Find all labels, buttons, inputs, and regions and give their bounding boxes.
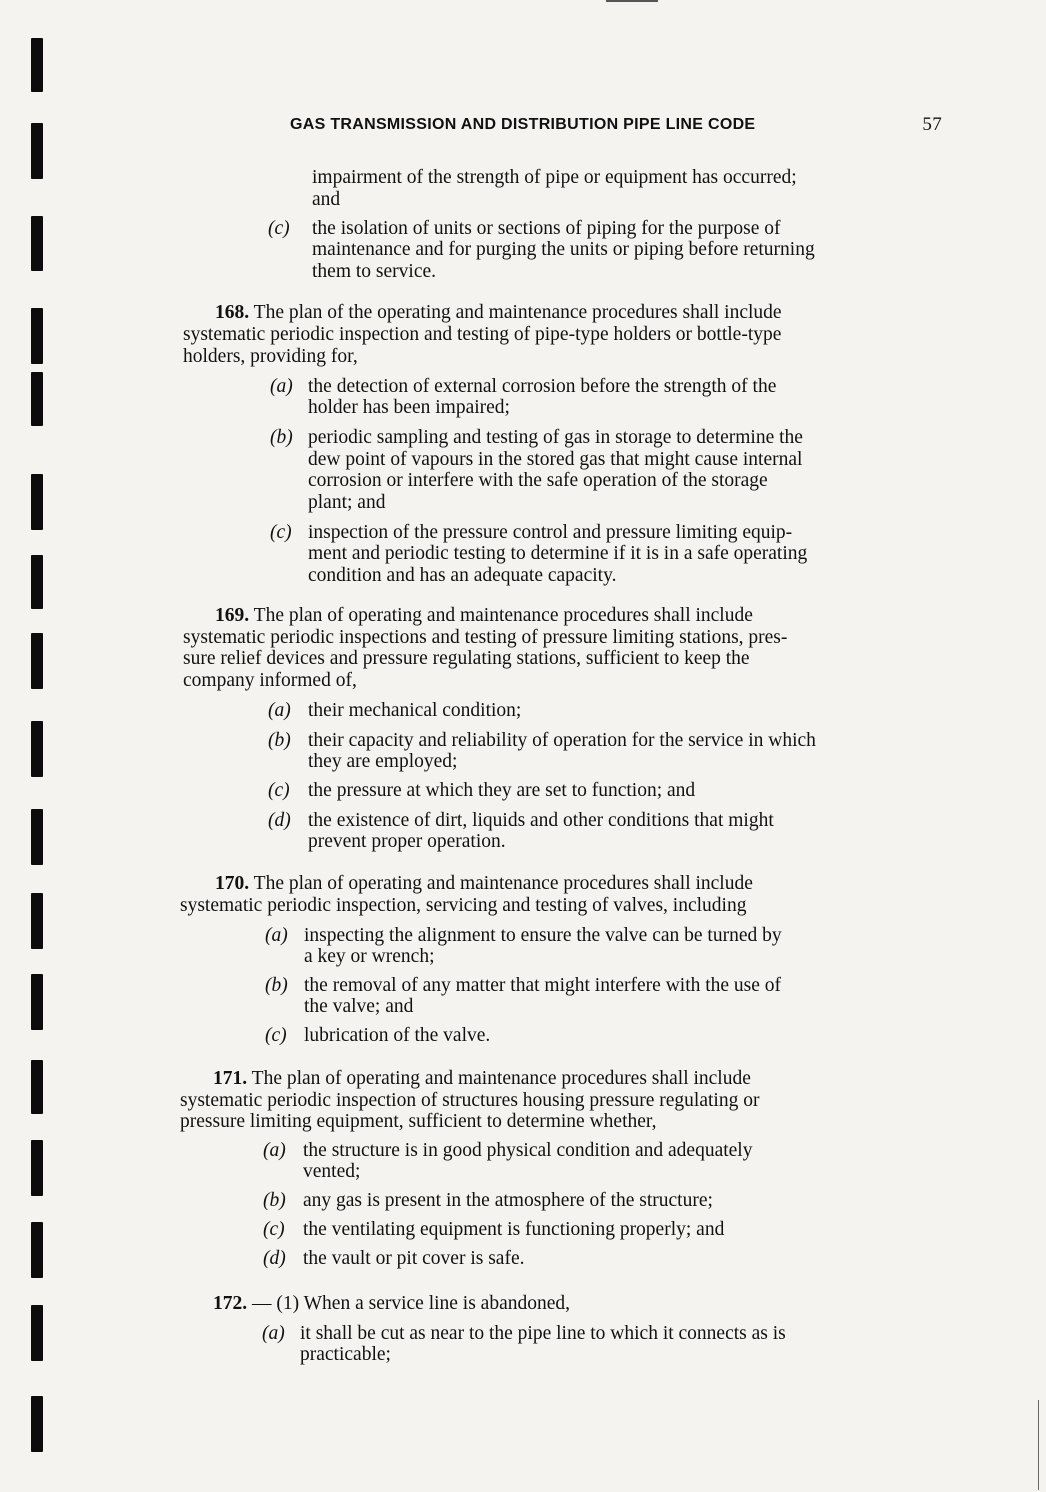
item-label: (b) — [270, 427, 293, 448]
item-line: their mechanical condition; — [308, 700, 522, 721]
item-line: them to service. — [312, 261, 436, 282]
paragraph-line: holders, providing for, — [183, 346, 358, 367]
item-label: (b) — [265, 975, 288, 996]
section-number: 172. — [213, 1293, 248, 1314]
item-label: (c) — [270, 522, 292, 543]
section-number: 169. — [215, 605, 250, 626]
binding-mark — [31, 809, 43, 865]
item-label: (a) — [268, 700, 291, 721]
paragraph-line: pressure limiting equipment, sufficient to determine whether, — [180, 1111, 657, 1132]
item-line: it shall be cut as near to the pipe line to which it connects as is — [300, 1323, 786, 1344]
binding-mark — [31, 893, 43, 949]
binding-mark — [31, 372, 43, 426]
item-line: their capacity and reliability of operation for the service in which — [308, 730, 816, 751]
binding-mark — [31, 1140, 43, 1196]
item-label: (c) — [268, 218, 290, 239]
section-169-first-line: 169. The plan of operating and maintenance procedures shall include — [215, 605, 753, 626]
binding-mark — [31, 633, 43, 689]
item-line: the removal of any matter that might interfere with the use of — [304, 975, 782, 996]
page-edge-line — [1038, 1400, 1039, 1490]
item-line: lubrication of the valve. — [304, 1025, 491, 1046]
paragraph-line: systematic periodic inspections and testing of pressure limiting stations, pres- — [183, 627, 788, 648]
item-line: the ventilating equipment is functioning properly; and — [303, 1219, 725, 1240]
binding-mark — [31, 974, 43, 1030]
item-line: dew point of vapours in the stored gas that might cause internal — [308, 449, 803, 470]
paragraph-line: systematic periodic inspection, servicing and testing of valves, including — [180, 895, 747, 916]
section-number: 168. — [215, 302, 250, 323]
item-label: (d) — [263, 1248, 286, 1269]
item-label: (b) — [268, 730, 291, 751]
item-line: the pressure at which they are set to function; and — [308, 780, 696, 801]
section-170-first-line: 170. The plan of operating and maintenance procedures shall include — [215, 873, 753, 894]
binding-mark — [31, 1396, 43, 1452]
item-line: the detection of external corrosion before the strength of the — [308, 376, 777, 397]
binding-mark — [31, 1222, 43, 1278]
item-line: inspection of the pressure control and pressure limiting equip- — [308, 522, 793, 543]
item-line: inspecting the alignment to ensure the valve can be turned by — [304, 925, 782, 946]
paragraph-line: company informed of, — [183, 670, 357, 691]
item-line: the isolation of units or sections of piping for the purpose of — [312, 218, 781, 239]
top-edge-rule — [606, 0, 658, 2]
item-line: practicable; — [300, 1344, 391, 1365]
item-line: the structure is in good physical condition and adequately — [303, 1140, 753, 1161]
item-line: plant; and — [308, 492, 386, 513]
item-line: the existence of dirt, liquids and other conditions that might — [308, 810, 774, 831]
header-title: GAS TRANSMISSION AND DISTRIBUTION PIPE LINE CODE — [290, 116, 756, 133]
item-line: a key or wrench; — [304, 946, 435, 967]
paragraph-line: systematic periodic inspection and testing of pipe-type holders or bottle-type — [183, 324, 782, 345]
binding-mark — [31, 1060, 43, 1114]
item-line: holder has been impaired; — [308, 397, 510, 418]
item-line: corrosion or interfere with the safe operation of the storage — [308, 470, 768, 491]
item-line: any gas is present in the atmosphere of the structure; — [303, 1190, 713, 1211]
binding-mark — [31, 474, 43, 530]
paragraph-line: sure relief devices and pressure regulating stations, sufficient to keep the — [183, 648, 750, 669]
item-label: (d) — [268, 810, 291, 831]
paragraph-line: and — [312, 189, 341, 210]
section-number: 171. — [213, 1068, 248, 1089]
item-label: (c) — [263, 1219, 285, 1240]
section-171-first-line: 171. The plan of operating and maintenance procedures shall include — [213, 1068, 751, 1089]
item-label: (a) — [262, 1323, 285, 1344]
binding-mark — [31, 308, 43, 364]
item-label: (b) — [263, 1190, 286, 1211]
item-line: ment and periodic testing to determine if it is in a safe operating — [308, 543, 808, 564]
item-label: (a) — [265, 925, 288, 946]
binding-mark — [31, 555, 43, 609]
item-line: prevent proper operation. — [308, 831, 506, 852]
binding-mark — [31, 123, 43, 179]
item-label: (a) — [270, 376, 293, 397]
item-line: the valve; and — [304, 996, 414, 1017]
paragraph-line: systematic periodic inspection of structures housing pressure regulating or — [180, 1090, 760, 1111]
section-number: 170. — [215, 873, 250, 894]
section-172-first-line: 172. — (1) When a service line is abandoned, — [213, 1293, 571, 1314]
item-line: the vault or pit cover is safe. — [303, 1248, 525, 1269]
item-label: (c) — [268, 780, 290, 801]
item-line: condition and has an adequate capacity. — [308, 565, 617, 586]
item-line: periodic sampling and testing of gas in storage to determine the — [308, 427, 803, 448]
binding-mark — [31, 721, 43, 777]
running-header — [290, 116, 942, 142]
paragraph-line: impairment of the strength of pipe or equipment has occurred; — [312, 167, 797, 188]
item-line: vented; — [303, 1161, 361, 1182]
item-label: (c) — [265, 1025, 287, 1046]
binding-mark — [31, 38, 43, 92]
item-line: maintenance and for purging the units or piping before returning — [312, 239, 815, 260]
item-line: they are employed; — [308, 751, 458, 772]
page-number: 57 — [922, 114, 942, 135]
binding-mark — [31, 216, 43, 271]
item-label: (a) — [263, 1140, 286, 1161]
section-168-first-line: 168. The plan of the operating and maintenance procedures shall include — [215, 302, 782, 323]
binding-mark — [31, 1305, 43, 1361]
